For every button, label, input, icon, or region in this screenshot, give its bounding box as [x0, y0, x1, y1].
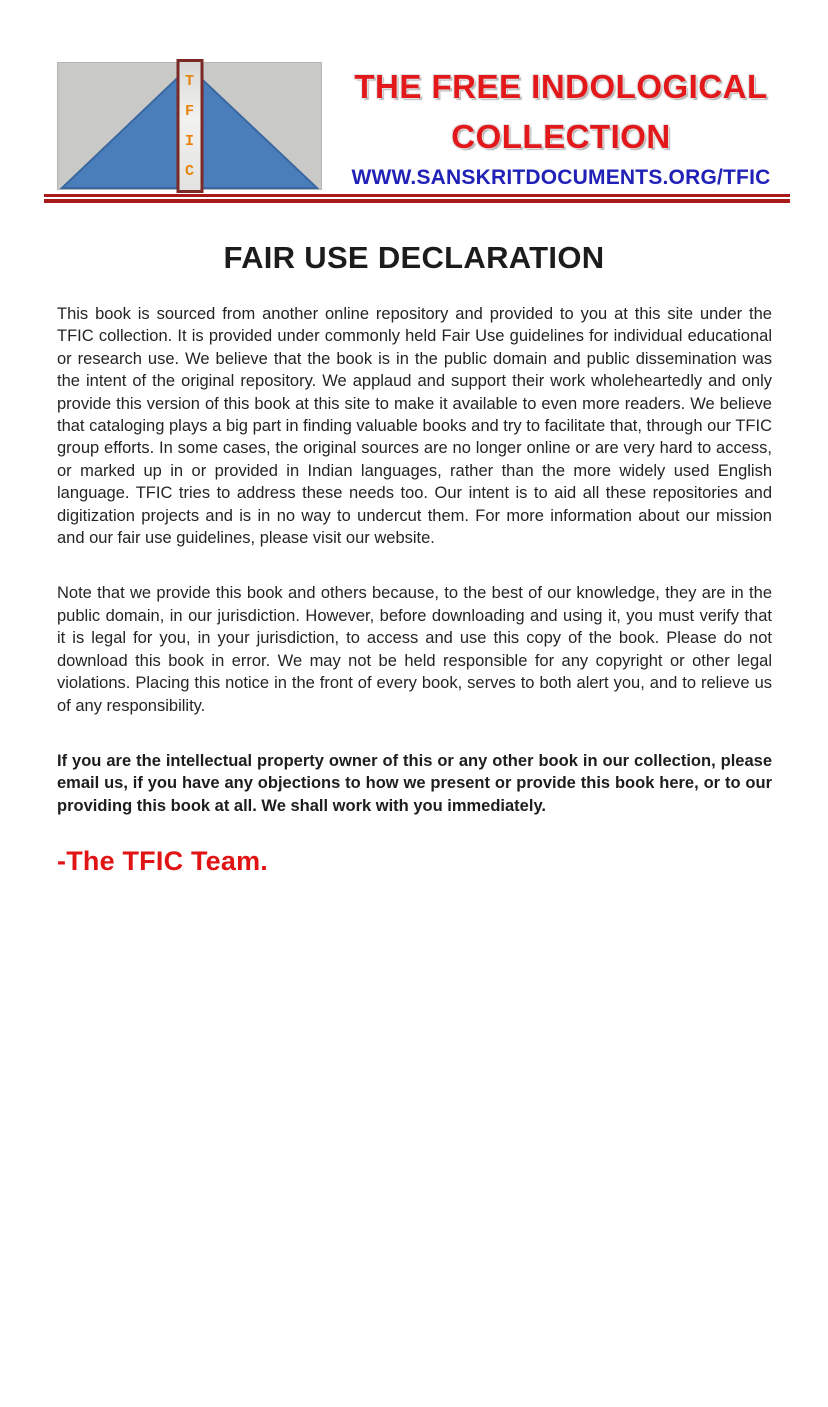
paragraph-ip-owner-notice: If you are the intellectual property owner of this or any other book in our collection, please email us, if you have any objections to how we present or provide this book here, or to our providing this book at all. We shall work with you immediately. [57, 751, 772, 815]
document-body [0, 240, 828, 877]
page [0, 62, 828, 877]
signature-tfic-team: -The TFIC Team. [57, 846, 269, 877]
paragraph-jurisdiction-note: Note that we provide this book and others because, to the best of our knowledge, they are in the public domain, in our jurisdiction. However, before downloading and using it, you must verify that it is legal for you, in your jurisdiction, to access and use this copy of the book. Please do not download this book in error. We may not be held responsible for any copyright or other legal violations. Placing this notice in the front of every book, serves to both alert you, and to relieve us of any responsibility. [57, 584, 772, 715]
logo-letter-t: T [184, 72, 194, 90]
header-text [322, 62, 772, 190]
collection-title-line2: COLLECTION [451, 118, 671, 155]
logo-tfic-column [176, 59, 203, 193]
logo-letter-f: F [184, 102, 194, 120]
red-double-rule [44, 194, 790, 203]
header [57, 62, 772, 190]
page-title: FAIR USE DECLARATION [223, 240, 605, 275]
collection-title-line1: THE FREE INDOLOGICAL [354, 68, 768, 105]
logo-letter-i: I [184, 132, 194, 150]
paragraph-fair-use: This book is sourced from another online repository and provided to you at this site under the TFIC collection. It is provided under commonly held Fair Use guidelines for individual educational or research use. We believe that the book is in the public domain and public dissemination was the intent of the original repository. We applaud and support their work wholeheartedly and only provide this version of this book at this site to make it available to even more readers. We believe that cataloging plays a big part in finding valuable books and try to facilitate that, through our TFIC group efforts. In some cases, the original sources are no longer online or are very hard to access, or marked up in or provided in Indian languages, rather than the more widely used English language. TFIC tries to address these needs too. Our intent is to aid all these repositories and digitization projects and is in no way to undercut them. For more information about our mission and our fair use guidelines, please visit our website. [57, 305, 772, 548]
logo-letter-c: C [184, 162, 194, 180]
collection-website-url: WWW.SANSKRITDOCUMENTS.ORG/TFIC [351, 166, 771, 189]
tfic-logo [57, 62, 322, 190]
